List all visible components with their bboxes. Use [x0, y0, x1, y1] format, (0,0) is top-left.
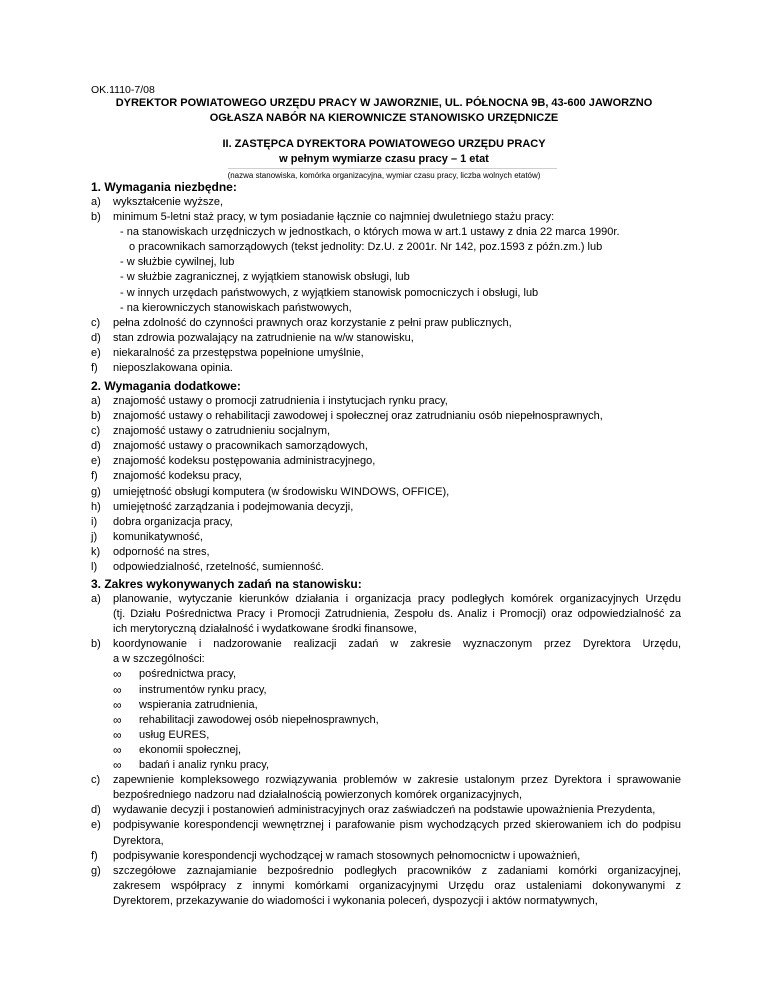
section-duties-title: 3. Zakres wykonywanych zadań na stanowisku: — [91, 577, 362, 591]
section-duties — [91, 576, 681, 909]
list-item: f) znajomość kodeksu pracy, — [91, 470, 242, 483]
list-item: d) wydawanie decyzji i postanowień administracyjnych oraz zaświadczeń na podstawie upoważnienia Prezydenta, — [91, 804, 656, 817]
list-subitem: o pracownikach samorządowych (tekst jednolity: Dz.U. z 2001r. Nr 142, poz.1593 z późn.zm.) lub — [129, 241, 603, 254]
position-title: II. ZASTĘPCA DYREKTORA POWIATOWEGO URZĘDU PRACY — [222, 138, 546, 150]
infinity-bullet-icon: ∞ — [113, 742, 122, 757]
list-subitem: - na kierowniczych stanowiskach państwowych, — [120, 301, 352, 314]
bullet-item: ∞ ekonomii społecznej, — [113, 742, 242, 757]
bullet-item: ∞ rehabilitacji zawodowej osób niepełnosprawnych, — [113, 712, 379, 727]
infinity-bullet-icon: ∞ — [113, 727, 122, 742]
list-subitem: - na stanowiskach urzędniczych w jednostkach, o których mowa w art.1 ustawy z dnia 22 marca 1990r. — [120, 226, 620, 239]
list-item: i) dobra organizacja pracy, — [91, 515, 233, 528]
list-item: k) odporność na stres, — [91, 545, 210, 558]
divider-line — [228, 168, 557, 169]
infinity-bullet-icon: ∞ — [113, 697, 122, 712]
announcement-subheading: OGŁASZA NABÓR NA KIEROWNICZE STANOWISKO URZĘDNICZE — [209, 112, 559, 124]
bullet-item: ∞ wspierania zatrudnienia, — [113, 697, 258, 712]
list-item: a) znajomość ustawy o promocji zatrudnienia i instytucjach rynku pracy, — [91, 395, 448, 407]
list-item: b) znajomość ustawy o rehabilitacji zawodowej i społecznej oraz zatrudnianiu osób niepełnosprawnych, — [91, 410, 603, 423]
section-required — [91, 179, 681, 376]
bullet-item: ∞ badań i analiz rynku pracy, — [113, 758, 270, 773]
infinity-bullet-icon: ∞ — [113, 667, 122, 682]
bullet-item: ∞ pośrednictwa pracy, — [113, 667, 237, 682]
section-additional-title: 2. Wymagania dodatkowe: — [91, 379, 241, 393]
list-item: c) pełna zdolność do czynności prawnych oraz korzystanie z pełni praw publicznych, — [91, 316, 512, 329]
list-item: f) podpisywanie korespondencji wychodzącej w ramach stosownych pełnomocnictw i upoważnień, — [91, 849, 581, 862]
list-subitem: - w służbie cywilnej, lub — [120, 256, 235, 269]
list-item: g) umiejętność obsługi komputera (w środowisku WINDOWS, OFFICE), — [91, 485, 450, 498]
list-item: e) znajomość kodeksu postępowania administracyjnego, — [91, 455, 376, 468]
infinity-bullet-icon: ∞ — [113, 712, 122, 727]
list-item: g) szczegółowe zaznajamianie bezpośrednio podległych pracowników z zadaniami komórki organizacyjnej, zakresem współpracy z innymi komórkami organizacyjnymi Urzędu oraz ustaleniami dokonywanymi z Dyrektorem, przekazywanie do wiadomości i wykonania poleceń, dyspozycji i aktów normatywnych, — [91, 864, 681, 907]
list-item: j) komunikatywność, — [91, 530, 203, 543]
list-item: l) odpowiedzialność, rzetelność, sumienność. — [91, 561, 324, 574]
bullet-item: ∞ usług EURES, — [113, 727, 210, 742]
list-subitem: - w innych urzędach państwowych, z wyjątkiem stanowisk pomocniczych i obsługi, lub — [120, 286, 539, 299]
infinity-bullet-icon: ∞ — [113, 682, 122, 697]
bullet-item: ∞ instrumentów rynku pracy, — [113, 682, 267, 697]
list-item: d) znajomość ustawy o pracownikach samorządowych, — [91, 440, 368, 453]
list-item: e) podpisywanie korespondencji wewnętrznej i parafowanie pism wychodzących przed skierowaniem ich do podpisu Dyrektora, — [91, 819, 681, 847]
list-item: b) koordynowanie i nadzorowanie realizacji zadań w zakresie wyznaczonym przez Dyrektora Urzędu, a w szczególności: — [91, 638, 681, 666]
section-additional — [91, 378, 681, 575]
list-item: a) wykształcenie wyższe, — [91, 196, 224, 208]
list-item: c) zapewnienie kompleksowego rozwiązywania problemów w zakresie ustalonym przez Dyrektora i sprawowanie bezpośredniego nadzoru nad działalnością powierzonych komórek organizacyjnych, — [91, 774, 681, 802]
position-subtitle: w pełnym wymiarze czasu pracy – 1 etat — [279, 153, 489, 165]
infinity-bullet-icon: ∞ — [113, 758, 122, 773]
document-reference: OK.1110-7/08 — [91, 84, 155, 96]
list-subitem: - w służbie zagranicznej, z wyjątkiem stanowisk obsługi, lub — [120, 271, 410, 284]
announcement-heading: DYREKTOR POWIATOWEGO URZĘDU PRACY W JAWORZNIE, UL. PÓŁNOCNA 9B, 43-600 JAWORZNO — [115, 97, 653, 109]
list-item: c) znajomość ustawy o zatrudnieniu socjalnym, — [91, 425, 331, 438]
section-required-title: 1. Wymagania niezbędne: — [91, 180, 237, 194]
list-item: a) planowanie, wytyczanie kierunków działania i organizacja pracy podległych komórek organizacyjnych Urzędu (tj. Działu Pośrednictwa Pracy i Promocji Zatrudnienia, Zespołu ds. Analiz i Promocji) oraz odpowiedzialność za ich merytoryczną działalność i wydatkowane środki finansowe, — [91, 593, 681, 636]
position-hint: (nazwa stanowiska, komórka organizacyjna, wymiar czasu pracy, liczba wolnych etatów) — [227, 171, 541, 180]
list-item: e) niekaralność za przestępstwa popełnione umyślnie, — [91, 346, 364, 359]
list-item: h) umiejętność zarządzania i podejmowania decyzji, — [91, 500, 354, 513]
list-item: d) stan zdrowia pozwalający na zatrudnienie na w/w stanowisku, — [91, 331, 414, 344]
list-item: b) minimum 5-letni staż pracy, w tym posiadanie łącznie co najmniej dwuletniego stażu pracy: — [91, 211, 555, 224]
list-item: f) nieposzlakowana opinia. — [91, 362, 233, 375]
